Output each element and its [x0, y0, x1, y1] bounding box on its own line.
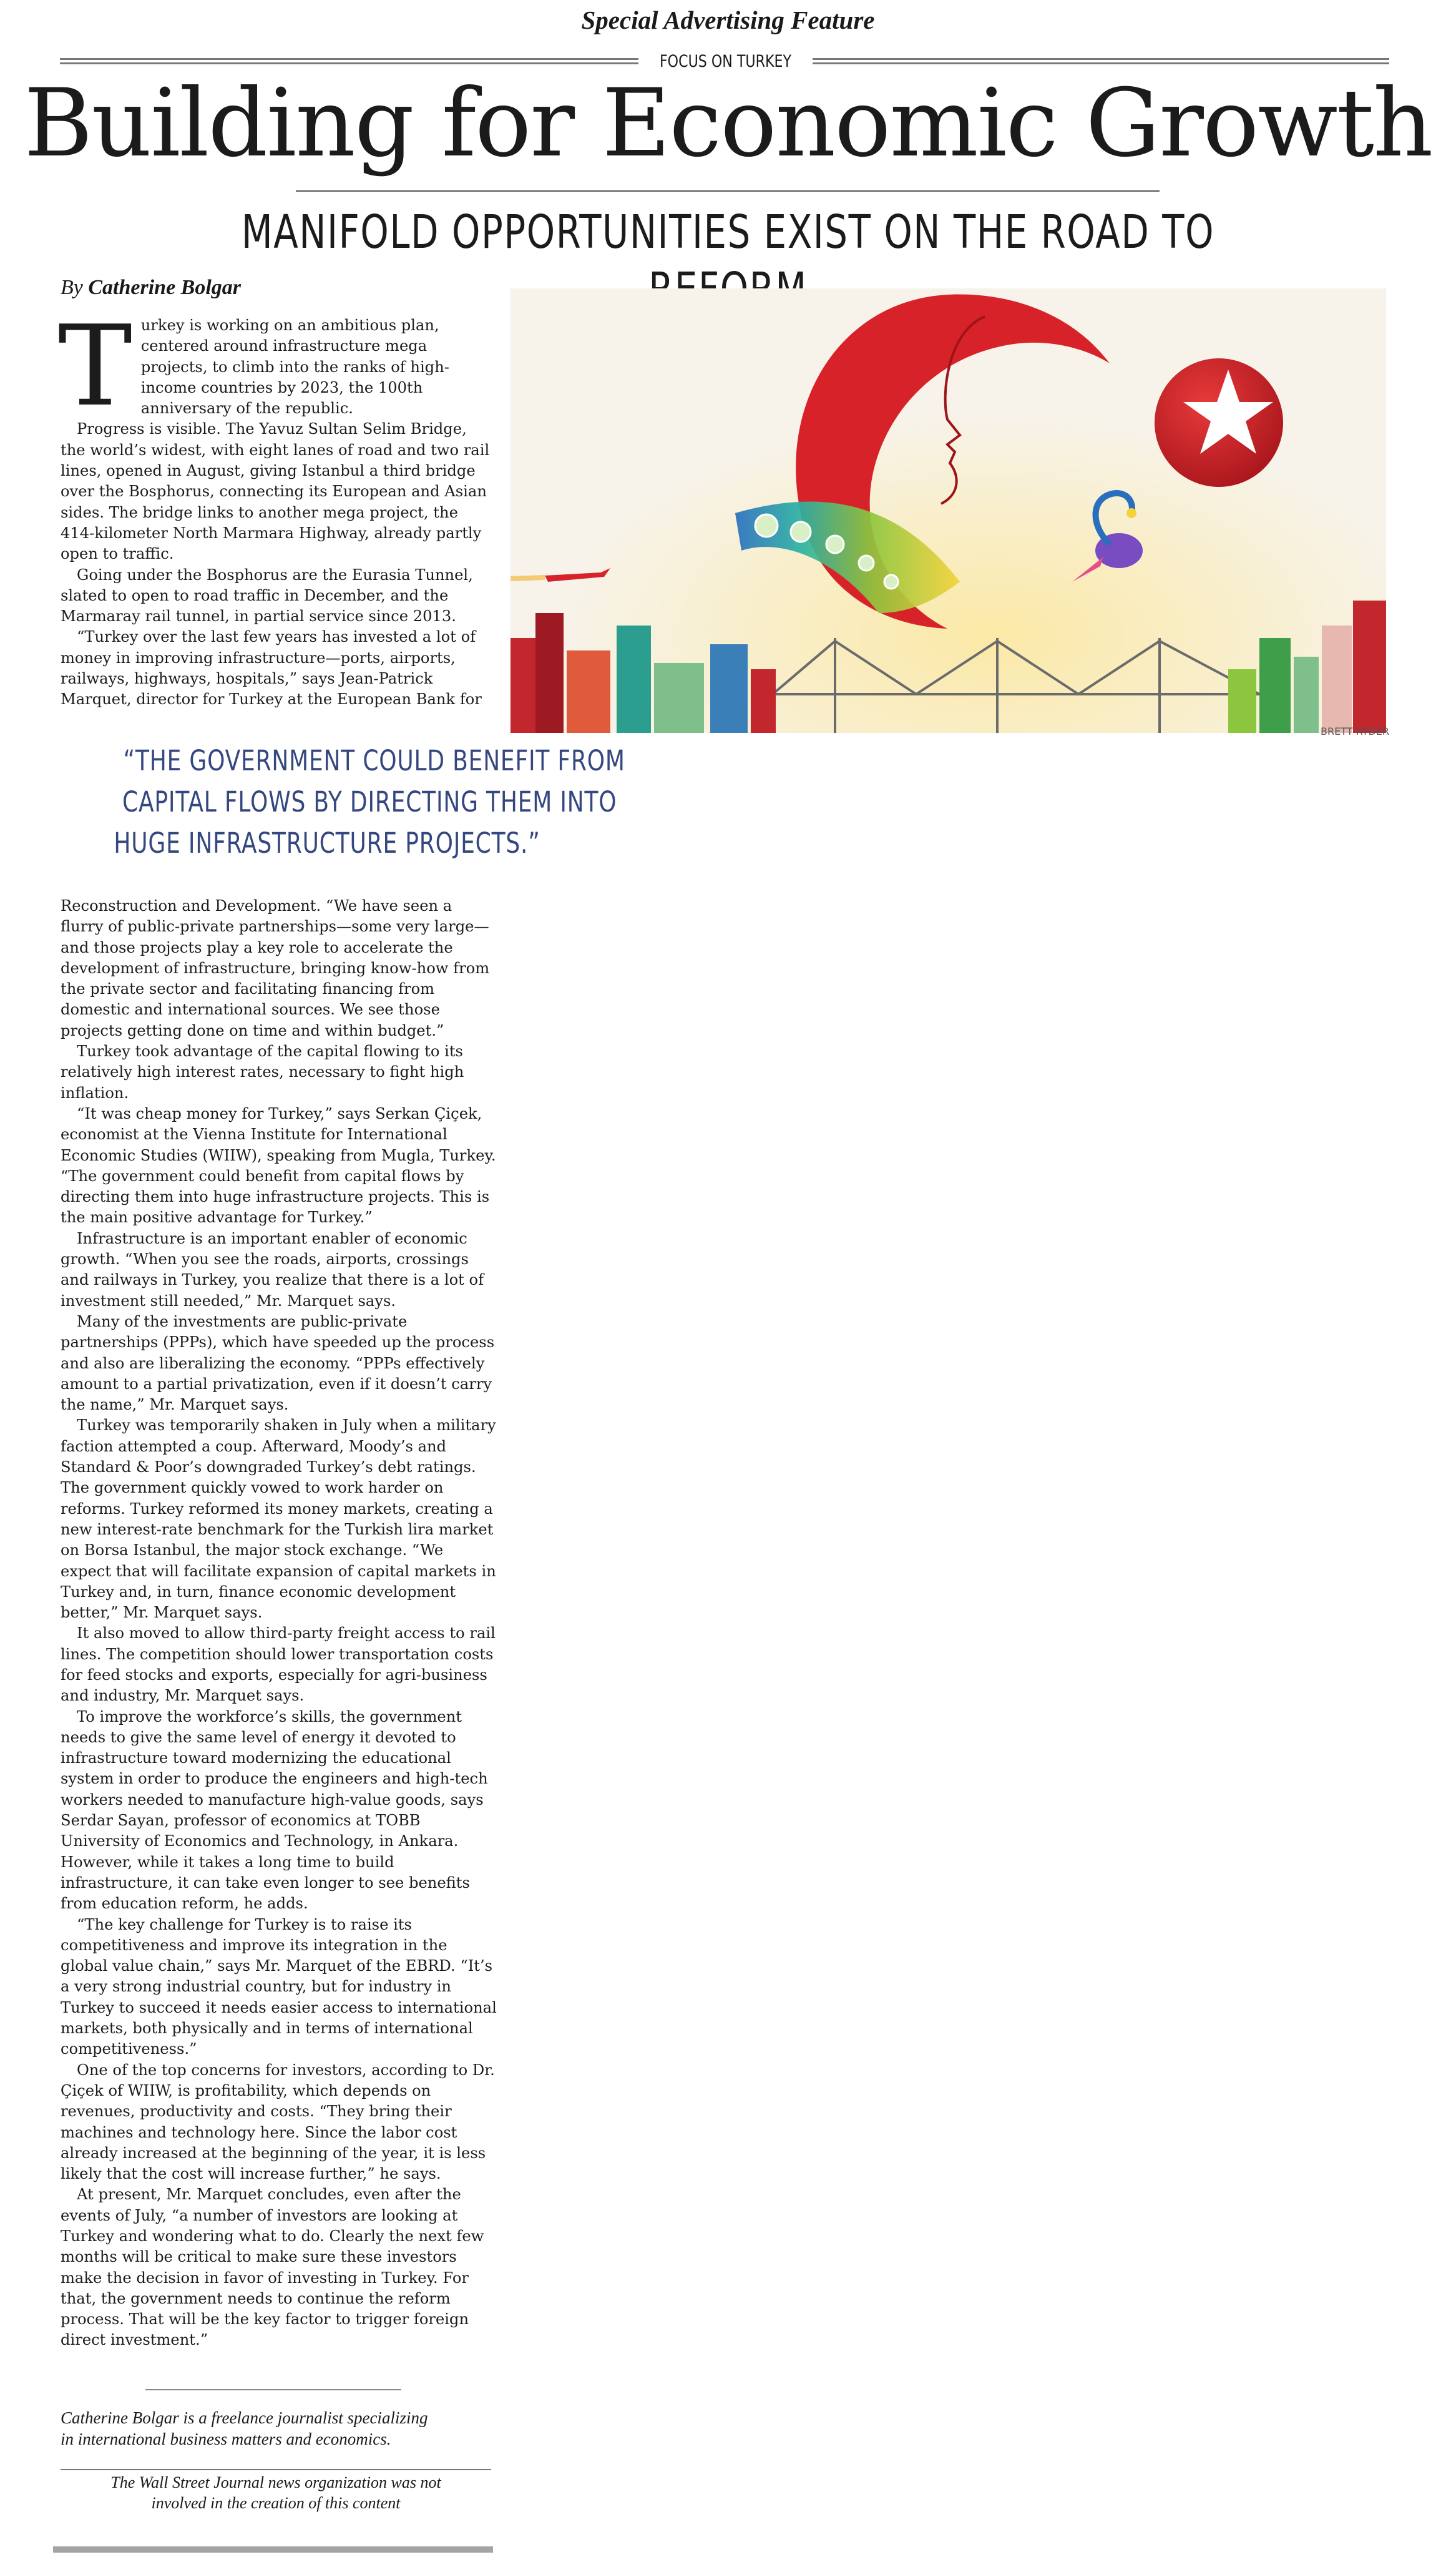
disclaimer-line: The Wall Street Journal news organization was not	[110, 2473, 441, 2491]
wsj-disclaimer	[61, 2472, 491, 2513]
paragraph: Reconstruction and Development. “We have seen a flurry of public-private partnerships—some very large—and those projects play a key role to accelerate the development of infrastructure, bringing know-how from the private sector and facilitating financing from domestic and international sources. We see those projects getting done on time and within budget.”	[61, 897, 490, 1039]
bottom-bar	[53, 2546, 493, 2553]
bio-line: in international business matters and economics.	[61, 2430, 391, 2448]
paragraph: Going under the Bosphorus are the Eurasia Tunnel, slated to open to road traffic in December, and the Marmaray rail tunnel, in partial service since 2013.	[61, 566, 473, 626]
pull-quote-line: HUGE INFRASTRUCTURE PROJECTS.”	[114, 827, 540, 860]
deck-subheadline: MANIFOLD OPPORTUNITIES EXIST ON THE ROAD TO	[241, 205, 1215, 259]
paragraph: Infrastructure is an important enabler of economic growth. “When you see the roads, airports, crossings and railways in Turkey, you realize that there is a lot of investment still needed,” Mr. Marquet says.	[61, 1229, 484, 1310]
paragraph: Turkey was temporarily shaken in July when a military faction attempted a coup. Afterward, Moody’s and Standard & Poor’s downgraded Turkey’s debt ratings. The government quickly vowed to work harder on reforms. Turkey reformed its money markets, creating a new interest-rate benchmark for the Turkish lira market on Borsa Istanbul, the major stock exchange. “We expect that will facilitate expansion of capital markets in Turkey and, in turn, finance economic development better,” Mr. Marquet says.	[61, 1416, 496, 1622]
pull-quote-line: CAPITAL FLOWS BY DIRECTING THEM INTO	[122, 785, 617, 818]
byline-prefix: By	[61, 276, 83, 299]
drop-cap: T	[58, 302, 132, 431]
special-advertising-kicker: Special Advertising Feature	[581, 6, 875, 34]
byline	[61, 275, 241, 301]
illustration-turkey-crescent	[511, 288, 1386, 733]
article-body-top	[58, 302, 491, 710]
pull-quote-line: “THE GOVERNMENT COULD BENEFIT FROM	[123, 744, 625, 777]
paragraph: “Turkey over the last few years has invested a lot of money in improving infrastructure—ports, airports, railways, highways, hospitals,” says Jean-Patrick Marquet, director for Turkey at the European Bank for	[61, 628, 482, 709]
disclaimer-line: involved in the creation of this content	[151, 2494, 401, 2512]
bio-line: Catherine Bolgar is a freelance journalist specializing	[61, 2408, 428, 2427]
headline-divider	[296, 190, 1160, 192]
photo-credit: BRETT RYDER	[1321, 725, 1389, 737]
section-label: FOCUS ON TURKEY	[659, 52, 792, 71]
author-name: Catherine Bolgar	[88, 276, 242, 299]
disclaimer-rule	[61, 2469, 491, 2470]
paragraph: At present, Mr. Marquet concludes, even after the events of July, “a number of investors are looking at Turkey and wondering what to do. Clearly the next few months will be critical to make sure these investors make the decision in favor of investing in Turkey. For that, the government needs to continue the reform process. That will be the key factor to trigger foreign direct investment.”	[61, 2186, 484, 2349]
pull-quote	[61, 740, 625, 864]
author-bio	[61, 2407, 497, 2450]
paragraph: Progress is visible. The Yavuz Sultan Selim Bridge, the world’s widest, with eight lanes of road and two rail lines, opened in August, giving Istanbul a third bridge over the Bosphorus, connecting its European and Asian sides. The bridge links to another mega project, the 414-kilometer North Marmara Highway, already partly open to traffic.	[61, 420, 490, 563]
article-end-rule	[145, 2389, 401, 2390]
double-rule-left	[60, 58, 638, 64]
paragraph: One of the top concerns for investors, according to Dr. Çiçek of WIIW, is profitability, which depends on revenues, productivity and costs. “They bring their machines and technology here. Since the labor cost already increased at the beginning of the year, it is less likely that the cost will increase further,” he says.	[61, 2061, 495, 2183]
paragraph: To improve the workforce’s skills, the government needs to give the same level of energy it devoted to infrastructure toward modernizing the educational system in order to produce the engineers and high-tech workers needed to manufacture high-value goods, says Serdar Sayan, professor of economics at TOBB University of Economics and Technology, in Ankara. However, while it takes a long time to build infrastructure, it can take even longer to see benefits from education reform, he adds.	[61, 1707, 488, 1913]
headline: Building for Economic Growth	[24, 69, 1432, 178]
paragraph: urkey is working on an ambitious plan, centered around infrastructure mega projects, to climb into the ranks of high-income countries by 2023, the 100th anniversary of the republic.	[140, 317, 449, 418]
paragraph: “The key challenge for Turkey is to raise its competitiveness and improve its integration in the global value chain,” says Mr. Marquet of the EBRD. “It’s a very strong industrial country, but for industry in Turkey to succeed it needs easier access to international markets, both physically and in terms of international competitiveness.”	[61, 1915, 497, 2058]
illustration-artwork	[511, 288, 1386, 733]
paragraph: “It was cheap money for Turkey,” says Serkan Çiçek, economist at the Vienna Institute for International Economic Studies (WIIW), speaking from Mugla, Turkey. “The government could benefit from capital flows by directing them into huge infrastructure projects. This is the main positive advantage for Turkey.”	[61, 1104, 496, 1227]
double-rule-right	[813, 58, 1389, 64]
article-body-main	[61, 896, 497, 2351]
paragraph: It also moved to allow third-party freight access to rail lines. The competition should lower transportation costs for feed stocks and exports, especially for agri-business and industry, Mr. Marquet says.	[61, 1624, 496, 1705]
paragraph: Many of the investments are public-private partnerships (PPPs), which have speeded up the process and also are liberalizing the economy. “PPPs effectively amount to a partial privatization, even if it doesn’t carry the name,” Mr. Marquet says.	[61, 1312, 495, 1414]
paragraph: Turkey took advantage of the capital flowing to its relatively high interest rates, necessary to fight high inflation.	[61, 1043, 464, 1102]
